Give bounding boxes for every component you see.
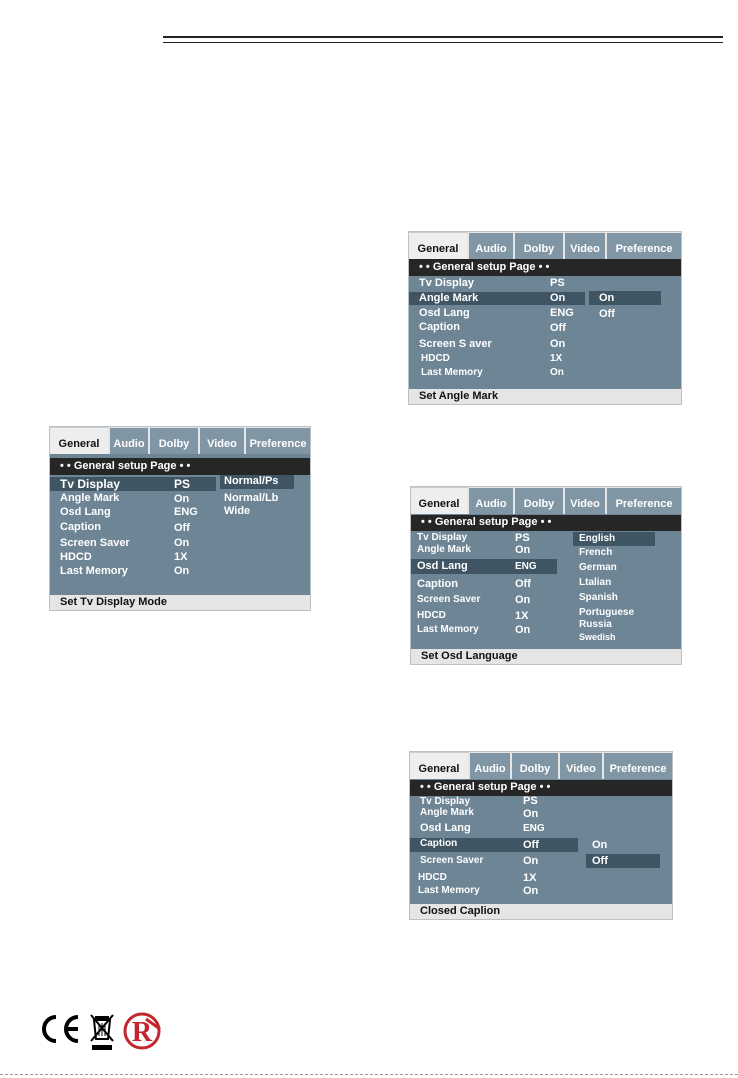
value-screen-saver: On <box>550 338 566 350</box>
option-wide[interactable]: Wide <box>224 505 251 517</box>
menu-item-screen-saver[interactable]: Screen S aver <box>419 338 492 350</box>
tab-dolby[interactable]: Dolby <box>512 752 560 779</box>
tab-preference[interactable]: Preference <box>607 487 681 514</box>
option-french[interactable]: French <box>579 547 613 558</box>
option-normal-ps[interactable]: Normal/Ps <box>224 475 279 487</box>
value-screen-saver: On <box>515 594 531 606</box>
tab-general[interactable]: General <box>50 427 110 454</box>
r-certification-mark-icon <box>122 1011 162 1051</box>
header-rule-thin <box>163 42 723 43</box>
osd-panel-tv-display <box>49 426 311 611</box>
page-cut-line <box>0 1074 738 1075</box>
page-title: • • General setup Page • • <box>419 261 550 273</box>
value-osd-lang: ENG <box>174 506 198 518</box>
value-tv-display: PS <box>174 477 191 491</box>
tab-bar <box>409 232 681 259</box>
option-swedish[interactable]: Swedish <box>579 632 616 642</box>
menu-item-osd-lang[interactable]: Osd Lang <box>420 822 471 834</box>
value-caption: Off <box>550 322 566 334</box>
menu-item-hdcd[interactable]: HDCD <box>417 610 446 621</box>
value-caption: Off <box>523 839 539 851</box>
header-rule <box>163 36 723 38</box>
value-osd-lang: ENG <box>515 561 537 572</box>
menu-item-osd-lang[interactable]: Osd Lang <box>419 307 470 319</box>
menu-item-tv-display[interactable]: Tv Display <box>420 796 471 807</box>
status-text: Closed Caplion <box>420 905 501 917</box>
tab-audio[interactable]: Audio <box>470 752 512 779</box>
value-angle-mark: On <box>174 493 190 505</box>
menu-item-tv-display[interactable]: Tv Display <box>419 277 475 289</box>
tab-audio[interactable]: Audio <box>469 232 515 259</box>
value-last-memory: On <box>515 624 531 636</box>
value-caption: Off <box>174 522 190 534</box>
tab-video[interactable]: Video <box>560 752 604 779</box>
status-bar <box>50 595 310 610</box>
value-angle-mark: On <box>523 808 539 820</box>
option-italian[interactable]: Ltalian <box>579 577 612 588</box>
option-on[interactable]: On <box>592 839 608 851</box>
option-russia[interactable]: Russia <box>579 619 612 630</box>
value-hdcd: 1X <box>174 551 188 563</box>
option-english[interactable]: English <box>579 533 616 544</box>
menu-item-angle-mark[interactable]: Angle Mark <box>419 292 479 304</box>
page-title-bar <box>411 515 681 531</box>
option-off[interactable]: Off <box>599 308 615 320</box>
tab-preference[interactable]: Preference <box>604 752 672 779</box>
menu-item-angle-mark[interactable]: Angle Mark <box>60 492 120 504</box>
status-text: Set Tv Display Mode <box>60 596 167 608</box>
menu-item-angle-mark[interactable]: Angle Mark <box>420 807 474 818</box>
tab-general[interactable]: General <box>409 232 469 259</box>
menu-item-hdcd[interactable]: HDCD <box>421 353 450 364</box>
tab-bar <box>50 427 310 454</box>
menu-item-tv-display[interactable]: Tv Display <box>60 477 121 491</box>
menu-item-last-memory[interactable]: Last Memory <box>418 885 480 896</box>
value-tv-display: PS <box>515 532 530 544</box>
value-angle-mark: On <box>550 292 566 304</box>
tab-general[interactable]: General <box>411 487 469 514</box>
option-normal-lb[interactable]: Normal/Lb <box>224 492 279 504</box>
tab-bar <box>410 752 672 779</box>
tab-dolby[interactable]: Dolby <box>515 232 565 259</box>
menu-item-angle-mark[interactable]: Angle Mark <box>417 544 471 555</box>
menu-item-osd-lang[interactable]: Osd Lang <box>60 506 111 518</box>
menu-item-caption[interactable]: Caption <box>420 838 458 849</box>
menu-item-caption[interactable]: Caption <box>419 321 460 333</box>
osd-panel-angle-mark <box>408 231 682 405</box>
osd-panel-caption <box>409 751 673 920</box>
value-hdcd: 1X <box>515 610 529 622</box>
svg-text:R: R <box>131 1017 153 1048</box>
tab-preference[interactable]: Preference <box>246 427 310 454</box>
page-title-bar <box>410 780 672 796</box>
value-angle-mark: On <box>515 544 531 556</box>
option-on[interactable]: On <box>599 292 615 304</box>
ce-mark-icon <box>38 1013 82 1045</box>
status-text: Set Osd Language <box>421 650 518 662</box>
status-bar <box>409 389 681 404</box>
option-portuguese[interactable]: Portuguese <box>579 607 635 618</box>
option-german[interactable]: German <box>579 562 617 573</box>
option-off[interactable]: Off <box>592 855 608 867</box>
status-bar <box>410 904 672 919</box>
option-spanish[interactable]: Spanish <box>579 592 618 603</box>
menu-item-last-memory[interactable]: Last Memory <box>421 367 483 378</box>
status-text: Set Angle Mark <box>419 390 499 402</box>
tab-video[interactable]: Video <box>565 487 607 514</box>
menu-item-caption[interactable]: Caption <box>60 521 101 533</box>
value-tv-display: PS <box>523 795 538 807</box>
tab-general[interactable]: General <box>410 752 470 779</box>
value-hdcd: 1X <box>550 353 563 364</box>
value-last-memory: On <box>174 565 190 577</box>
tab-dolby[interactable]: Dolby <box>150 427 200 454</box>
menu-item-tv-display[interactable]: Tv Display <box>417 532 468 543</box>
menu-item-hdcd[interactable]: HDCD <box>60 551 92 563</box>
menu-item-caption[interactable]: Caption <box>417 578 458 590</box>
page-title-bar <box>409 259 681 276</box>
page-title: • • General setup Page • • <box>421 516 552 528</box>
value-screen-saver: On <box>174 537 190 549</box>
page-title: • • General setup Page • • <box>60 460 191 472</box>
crossed-bin-icon <box>88 1012 116 1052</box>
menu-item-screen-saver[interactable]: Screen Saver <box>60 537 130 549</box>
page-title: • • General setup Page • • <box>420 781 551 793</box>
value-osd-lang: ENG <box>550 307 574 319</box>
tab-bar <box>411 487 681 514</box>
value-osd-lang: ENG <box>523 823 545 834</box>
menu-item-last-memory[interactable]: Last Memory <box>417 624 479 635</box>
value-caption: Off <box>515 578 531 590</box>
status-bar <box>411 649 681 664</box>
page-title-bar <box>50 458 310 475</box>
osd-panel-osd-lang <box>410 486 682 665</box>
value-last-memory: On <box>550 367 564 378</box>
menu-item-hdcd[interactable]: HDCD <box>418 872 447 883</box>
value-hdcd: 1X <box>523 872 537 884</box>
menu-item-osd-lang[interactable]: Osd Lang <box>417 560 468 572</box>
value-tv-display: PS <box>550 277 565 289</box>
tab-video[interactable]: Video <box>565 232 607 259</box>
tab-preference[interactable]: Preference <box>607 232 681 259</box>
tab-audio[interactable]: Audio <box>110 427 150 454</box>
tab-dolby[interactable]: Dolby <box>515 487 565 514</box>
value-last-memory: On <box>523 885 539 897</box>
menu-item-screen-saver[interactable]: Screen Saver <box>420 855 484 866</box>
menu-item-screen-saver[interactable]: Screen Saver <box>417 594 481 605</box>
tab-audio[interactable]: Audio <box>469 487 515 514</box>
menu-item-last-memory[interactable]: Last Memory <box>60 565 128 577</box>
tab-video[interactable]: Video <box>200 427 246 454</box>
value-screen-saver: On <box>523 855 539 867</box>
